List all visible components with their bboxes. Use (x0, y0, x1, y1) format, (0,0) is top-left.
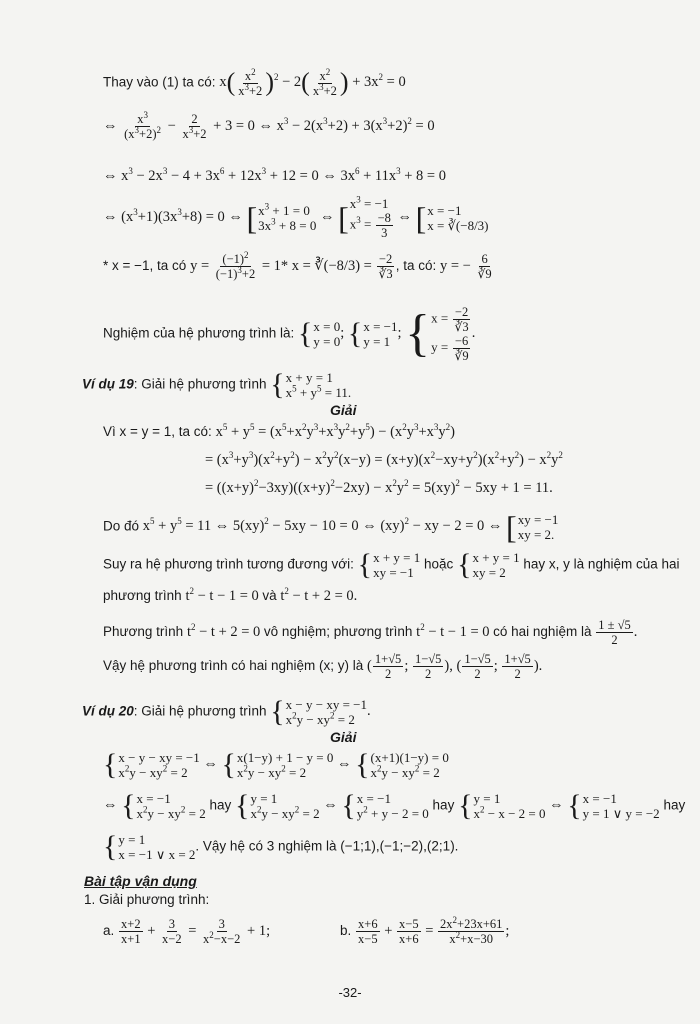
solution-heading-1: Giải (330, 402, 357, 418)
ex19-line-2: = $(x^3+y^3)(x^2+y^2) - x^2y^2(x-y) = (x+y)(x^2-xy+y^2)(x^2+y^2) - x^2y^2$ (205, 450, 563, 468)
ex19-ptvn1: Phương trình (103, 623, 184, 639)
ex20-final: . Vậy hệ có 3 nghiệm là (−1;1),(−1;−2),(2;1). (195, 838, 459, 854)
equation-line-2: ⇔ $\frac{x^3}{(x^3+2)^2}$ − $\frac{2}{x^3+2}$ + 3 = 0 ⇔ $x^3 - 2(x^3+2) + 3(x^3+2)^2 = 0$ (103, 109, 435, 141)
ex19-line-5: Suy ra hệ phương trình tương đương với: { x + y = 1 xy = −1 hoặc { x + y = 1 xy = 2 hay x, y là nghiệm của hai (103, 548, 680, 581)
exercise-1-text: 1. Giải phương trình: (84, 892, 210, 907)
equation-line-4: ⇔ $(x^3+1)(3x^3+8) = 0$ ⇔ [ $x^3 + 1 = 0$ $3x^3 + 8 = 0$ ⇔ [ $x^3 = -1$ $x^3$ = $\frac{-8}{3}$ ⇔ [ x = −1 x = ∛(−8/3) (103, 194, 489, 240)
ex20-line-1: { x − y − xy = −1 $x^2y - xy^2 = 2$ ⇔ { x(1−y) + 1 − y = 0 $x^2y - xy^2 = 2$ ⇔ { (x+1)(1−y) = 0 $x^2y - xy^2 = 2$ (103, 748, 449, 781)
ex19-doda: Do đó (103, 518, 140, 534)
ex19-hoac: hoặc (424, 556, 454, 572)
equation-line-5: * x = −1, ta có y = $\frac{(-1)^2}{(-1)^3+2}$ = 1* x = ∛(−8/3) = $\frac{-2}{∛3}$ , ta có: y = − $\frac{6}{∛9}$ (103, 249, 492, 281)
ex19-line-3: = $((x+y)^2-3xy)((x+y)^2-2xy) - x^2y^2 = 5(xy)^2 - 5xy + 1 = 11$. (205, 478, 553, 496)
example-19-heading: Ví dụ 19: Giải hệ phương trình { x + y = 1 $x^5 + y^5 = 11$. (82, 368, 352, 401)
page-number: -32- (338, 985, 362, 1000)
exercise-section-title: Bài tập vận dụng (84, 873, 197, 889)
exercise-1b: b. $\frac{x+6}{x-5}$ + $\frac{x-5}{x+6}$ = $\frac{2x^2+23x+61}{x^2+x-30}$ ; (340, 914, 510, 946)
ex19-intro: Vì x = y = 1, ta có: (103, 424, 212, 439)
ex19-ptvn2: vô nghiệm; phương trình (263, 623, 413, 639)
equation-line-1: Thay vào (1) ta có: x( $\frac{x^2}{x^3+2}$ )$^2$ − 2( $\frac{x^2}{x^3+2}$ ) + $3x^2 = 0$ (103, 66, 406, 98)
case-tail: , ta có: (395, 257, 437, 273)
ex19-hay: hay x, y là nghiệm của hai (523, 556, 680, 572)
ex19-line-7: Phương trình $t^2 - t + 2 = 0$ vô nghiệm; phương trình $t^2 - t - 1 = 0$ có hai nghiệm là $\frac{1 \pm √5}{2}$ . (103, 618, 638, 647)
ex20-line-2: ⇔ { x = −1 $x^2y - xy^2 = 2$ hay { y = 1 $x^2y - xy^2 = 2$ ⇔ { x = −1 $y^2 + y - 2 = 0$ hay { y = 1 $x^2 - x - 2 = 0$ ⇔ { x = −1 y = 1 ∨ y = −2 hay (103, 789, 686, 822)
ex19-line-6: phương trình $t^2 - t - 1 = 0$ và $t^2 - t + 2 = 0$. (103, 586, 358, 604)
equation-line-3: ⇔ $x^3 - 2x^3 - 4 + 3x^6 + 12x^3 + 12 = 0$ ⇔ $3x^6 + 11x^3 + 8 = 0$ (103, 166, 446, 184)
example-19-label: Ví dụ 19 (82, 376, 134, 392)
example-20-heading: Ví dụ 20: Giải hệ phương trình { x − y − xy = −1 $x^2y - xy^2 = 2$ . (82, 695, 371, 728)
exercise-1a: a. $\frac{x+2}{x+1}$ + $\frac{3}{x-2}$ = $\frac{3}{x^2-x-2}$ + 1; (103, 917, 271, 946)
ex19-line-1: Vì x = y = 1, ta có: $x^5 + y^5 = (x^5+x^2y^3+x^3y^2+y^5) - (x^2y^3+x^3y^2)$ (103, 422, 455, 440)
solution-intro: Nghiệm của hệ phương trình là: (103, 325, 295, 341)
example-20-text: : Giải hệ phương trình (133, 703, 267, 719)
hay-1: hay (209, 797, 232, 813)
example-20-label: Ví dụ 20 (82, 703, 134, 719)
ex19-vay: Vậy hệ phương trình có hai nghiệm (x; y) là (103, 657, 364, 673)
item-a-label: a. (103, 922, 115, 938)
ex19-va: và (262, 588, 277, 603)
ex19-pt2: phương trình (103, 588, 182, 603)
ex19-line-4: Do đó $x^5 + y^5 = 11$ ⇔ 5(xy)$^2$ − 5xy − 10 = 0 ⇔ (xy)$^2$ − xy − 2 = 0 ⇔ [ xy = −1 xy = 2. (103, 509, 559, 545)
case-intro: * x = −1, ta có (103, 257, 187, 273)
example-19-text: : Giải hệ phương trình (133, 376, 267, 392)
intro-text: Thay vào (1) ta có: (103, 74, 216, 90)
ex19-line-8: Vậy hệ phương trình có hai nghiệm (x; y) là ( $\frac{1+√5}{2}$ ; $\frac{1-√5}{2}$ ), ( $\frac{1-√5}{2}$ ; $\frac{1+√5}{2}$ ). (103, 652, 543, 681)
solution-heading-2: Giải (330, 729, 357, 745)
ex20-line-3: { y = 1 x = −1 ∨ x = 2 . Vậy hệ có 3 nghiệm là (−1;1),(−1;−2),(2;1). (103, 830, 459, 863)
ex19-ptvn3: có hai nghiệm là (493, 623, 592, 639)
hay-3: hay (663, 797, 686, 813)
ex19-suyra: Suy ra hệ phương trình tương đương với: (103, 556, 354, 572)
solution-line: Nghiệm của hệ phương trình là: { x = 0 y = 0 ; { x = −1 y = 1 ; { x = $\frac{-2}{∛3}$ y = $\frac{-6}{∛9}$ . (103, 305, 476, 363)
item-b-label: b. (340, 922, 352, 938)
hay-2: hay (432, 797, 455, 813)
